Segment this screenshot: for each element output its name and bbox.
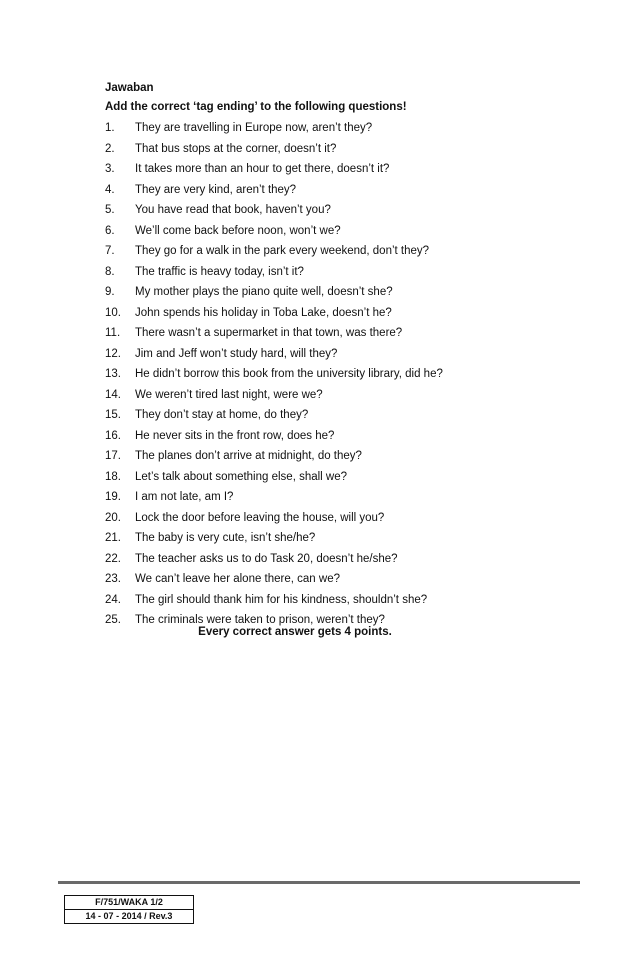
- item-number: 21.: [105, 532, 121, 544]
- list-item: [105, 426, 443, 447]
- list-item: [105, 569, 443, 590]
- item-number: 4.: [105, 183, 115, 196]
- item-number: 15.: [105, 409, 121, 421]
- item-number: 9.: [105, 286, 115, 298]
- item-number: 25.: [105, 614, 121, 626]
- list-item: [105, 159, 443, 180]
- item-text: He never sits in the front row, does he?: [135, 429, 335, 442]
- item-text: The girl should thank him for his kindness, shouldn’t she?: [135, 593, 428, 606]
- item-number: 8.: [105, 265, 115, 278]
- item-text: They are travelling in Europe now, aren’t they?: [135, 122, 373, 134]
- item-text: The traffic is heavy today, isn’t it?: [135, 265, 304, 278]
- item-text: Lock the door before leaving the house, will you?: [135, 511, 385, 524]
- item-text: They go for a walk in the park every weekend, don’t they?: [135, 245, 430, 257]
- item-number: 23.: [105, 573, 121, 585]
- list-item: [105, 282, 443, 303]
- item-number: 13.: [105, 368, 121, 380]
- list-item: [105, 549, 443, 570]
- list-item: [105, 467, 443, 488]
- item-text: Let’s talk about something else, shall we?: [135, 470, 348, 483]
- item-number: 5.: [105, 204, 115, 216]
- item-text: They are very kind, aren’t they?: [135, 183, 297, 196]
- list-item: [105, 446, 443, 467]
- item-text: My mother plays the piano quite well, doesn’t she?: [135, 286, 393, 298]
- item-number: 14.: [105, 388, 121, 401]
- item-text: The baby is very cute, isn’t she/he?: [135, 532, 316, 544]
- item-text: It takes more than an hour to get there, doesn’t it?: [135, 163, 390, 175]
- item-text: The planes don’t arrive at midnight, do they?: [135, 450, 362, 462]
- item-text: There wasn’t a supermarket in that town, was there?: [135, 327, 403, 339]
- item-number: 10.: [105, 306, 121, 319]
- item-text: Jim and Jeff won’t study hard, will they?: [135, 347, 338, 360]
- item-number: 22.: [105, 552, 121, 565]
- list-item: [105, 487, 443, 508]
- item-text: We can’t leave her alone there, can we?: [135, 573, 340, 585]
- closing-note: Every correct answer gets 4 points.: [198, 626, 392, 638]
- item-number: 19.: [105, 491, 121, 503]
- item-number: 16.: [105, 429, 121, 442]
- list-item: [105, 528, 443, 549]
- item-number: 12.: [105, 347, 121, 360]
- item-number: 11.: [105, 327, 121, 339]
- item-text: We’ll come back before noon, won’t we?: [135, 224, 341, 237]
- footer-divider: [58, 881, 580, 884]
- list-item: [105, 323, 443, 344]
- item-text: He didn’t borrow this book from the university library, did he?: [135, 368, 443, 380]
- item-text: I am not late, am I?: [135, 491, 234, 503]
- item-number: 3.: [105, 163, 115, 175]
- list-item: [105, 200, 443, 221]
- revision-date: 14 - 07 - 2014 / Rev.3: [65, 910, 194, 924]
- item-number: 17.: [105, 450, 121, 462]
- list-item: [105, 405, 443, 426]
- list-item: [105, 180, 443, 201]
- item-text: That bus stops at the corner, doesn’t it?: [135, 142, 337, 155]
- item-text: You have read that book, haven’t you?: [135, 204, 331, 216]
- item-number: 2.: [105, 142, 115, 155]
- instruction-text: Add the correct ‘tag ending’ to the following questions!: [105, 101, 407, 113]
- list-item: [105, 241, 443, 262]
- item-text: We weren’t tired last night, were we?: [135, 388, 323, 401]
- list-item: [105, 364, 443, 385]
- item-text: The teacher asks us to do Task 20, doesn’t he/she?: [135, 552, 398, 565]
- list-item: [105, 262, 443, 283]
- item-number: 24.: [105, 593, 121, 606]
- item-text: They don’t stay at home, do they?: [135, 409, 309, 421]
- list-item: [105, 221, 443, 242]
- item-number: 6.: [105, 224, 115, 237]
- item-number: 7.: [105, 245, 115, 257]
- list-item: [105, 139, 443, 160]
- form-code: F/751/WAKA 1/2: [65, 896, 194, 910]
- item-text: The criminals were taken to prison, weren’t they?: [135, 614, 385, 626]
- list-item: [105, 508, 443, 529]
- item-number: 18.: [105, 470, 121, 483]
- list-item: [105, 303, 443, 324]
- item-number: 20.: [105, 511, 121, 524]
- item-number: 1.: [105, 122, 115, 134]
- list-item: [105, 590, 443, 611]
- list-item: [105, 118, 443, 139]
- list-item: [105, 385, 443, 406]
- answer-list: [105, 118, 443, 631]
- document-title: Jawaban: [105, 82, 154, 94]
- item-text: John spends his holiday in Toba Lake, doesn’t he?: [135, 306, 392, 319]
- list-item: [105, 344, 443, 365]
- footer-form-box: [64, 895, 194, 924]
